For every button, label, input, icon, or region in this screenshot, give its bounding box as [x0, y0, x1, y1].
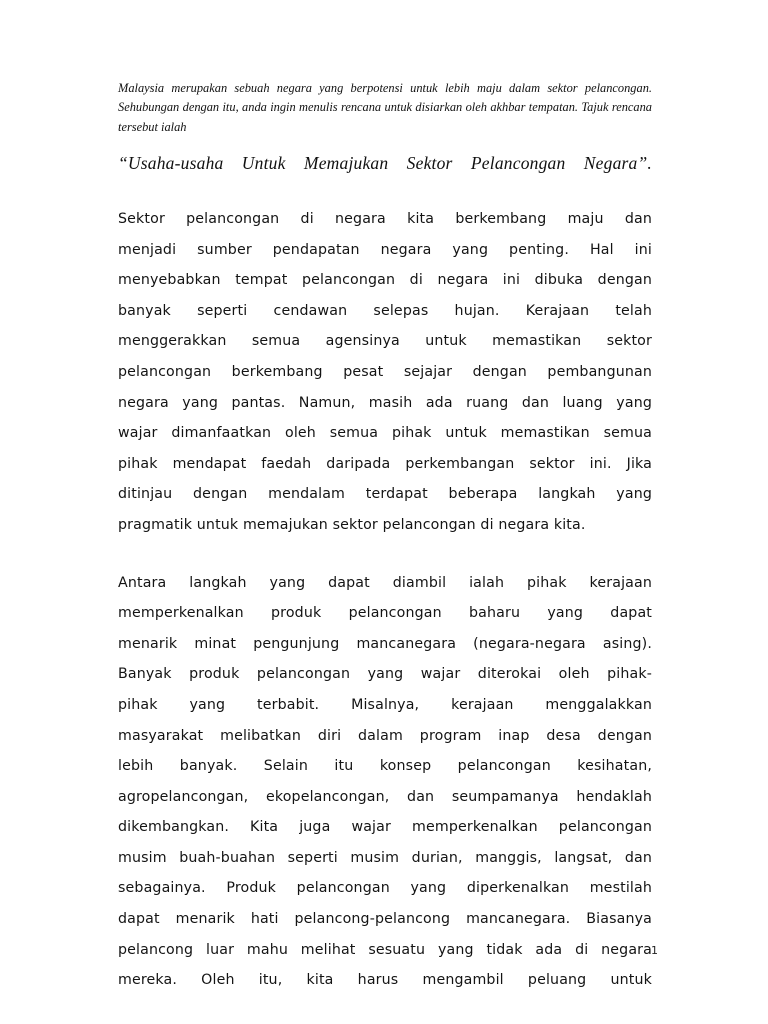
- essay-line: pragmatik untuk memajukan sektor pelancongan di negara kita.: [118, 516, 586, 533]
- essay-line: menjadi sumber pendapatan negara yang penting. Hal ini: [118, 241, 652, 258]
- essay-paragraph-2: [118, 568, 652, 996]
- page-number: 1: [651, 944, 658, 957]
- question-prompt-line-1: Malaysia merupakan sebuah negara yang berpotensi untuk lebih maju dalam sektor: [118, 81, 585, 95]
- article-title: “Usaha-usaha Untuk Memajukan Sektor Pelancongan Negara”.: [118, 153, 652, 173]
- essay-line: masyarakat melibatkan diri dalam program inap desa dengan: [118, 727, 652, 744]
- essay-line: menyebabkan tempat pelancongan di negara ini dibuka dengan: [118, 272, 652, 289]
- question-prompt-line: [118, 79, 652, 137]
- essay-line: wajar dimanfaatkan oleh semua pihak untuk memastikan semua: [118, 425, 652, 442]
- essay-line: pihak mendapat faedah daripada perkembangan sektor ini. Jika: [118, 455, 652, 472]
- essay-line: musim buah-buahan seperti musim durian, manggis, langsat, dan: [118, 849, 652, 866]
- essay-line: agropelancongan, ekopelancongan, dan seumpamanya hendaklah: [118, 788, 652, 805]
- essay-line: menggerakkan semua agensinya untuk memastikan sektor: [118, 333, 652, 350]
- essay-line: pihak yang terbabit. Misalnya, kerajaan menggalakkan: [118, 696, 652, 713]
- essay-line: banyak seperti cendawan selepas hujan. Kerajaan telah: [118, 302, 652, 319]
- essay-line: lebih banyak. Selain itu konsep pelancongan kesihatan,: [118, 758, 652, 775]
- essay-line: memperkenalkan produk pelancongan baharu yang dapat: [118, 605, 652, 622]
- essay-line: dapat menarik hati pelancong-pelancong mancanegara. Biasanya: [118, 911, 652, 928]
- essay-line: ditinjau dengan mendalam terdapat beberapa langkah yang: [118, 486, 652, 503]
- essay-line: dikembangkan. Kita juga wajar memperkenalkan pelancongan: [118, 819, 652, 836]
- question-prompt-line-2: pelancongan. Sehubungan dengan itu, anda ingin menulis rencana untuk disiarkan oleh: [118, 81, 652, 115]
- essay-line: mereka. Oleh itu, kita harus mengambil peluang untuk: [118, 972, 652, 989]
- question-prompt-line-3: akhbar tempatan. Tajuk rencana tersebut ialah: [118, 100, 652, 134]
- essay-line: Banyak produk pelancongan yang wajar diterokai oleh pihak-: [118, 666, 652, 683]
- essay-paragraph-1: [118, 204, 652, 541]
- question-prompt: [118, 79, 652, 137]
- essay-line: pelancong luar mahu melihat sesuatu yang tidak ada di negara: [118, 941, 652, 958]
- essay-line: Antara langkah yang dapat diambil ialah pihak kerajaan: [118, 574, 652, 591]
- essay-line: sebagainya. Produk pelancongan yang diperkenalkan mestilah: [118, 880, 652, 897]
- essay-line: pelancongan berkembang pesat sejajar dengan pembangunan: [118, 363, 652, 380]
- essay-body: [118, 204, 652, 996]
- essay-line: menarik minat pengunjung mancanegara (negara-negara asing).: [118, 635, 652, 652]
- essay-line: Sektor pelancongan di negara kita berkembang maju dan: [118, 211, 652, 227]
- essay-line: negara yang pantas. Namun, masih ada ruang dan luang yang: [118, 394, 652, 411]
